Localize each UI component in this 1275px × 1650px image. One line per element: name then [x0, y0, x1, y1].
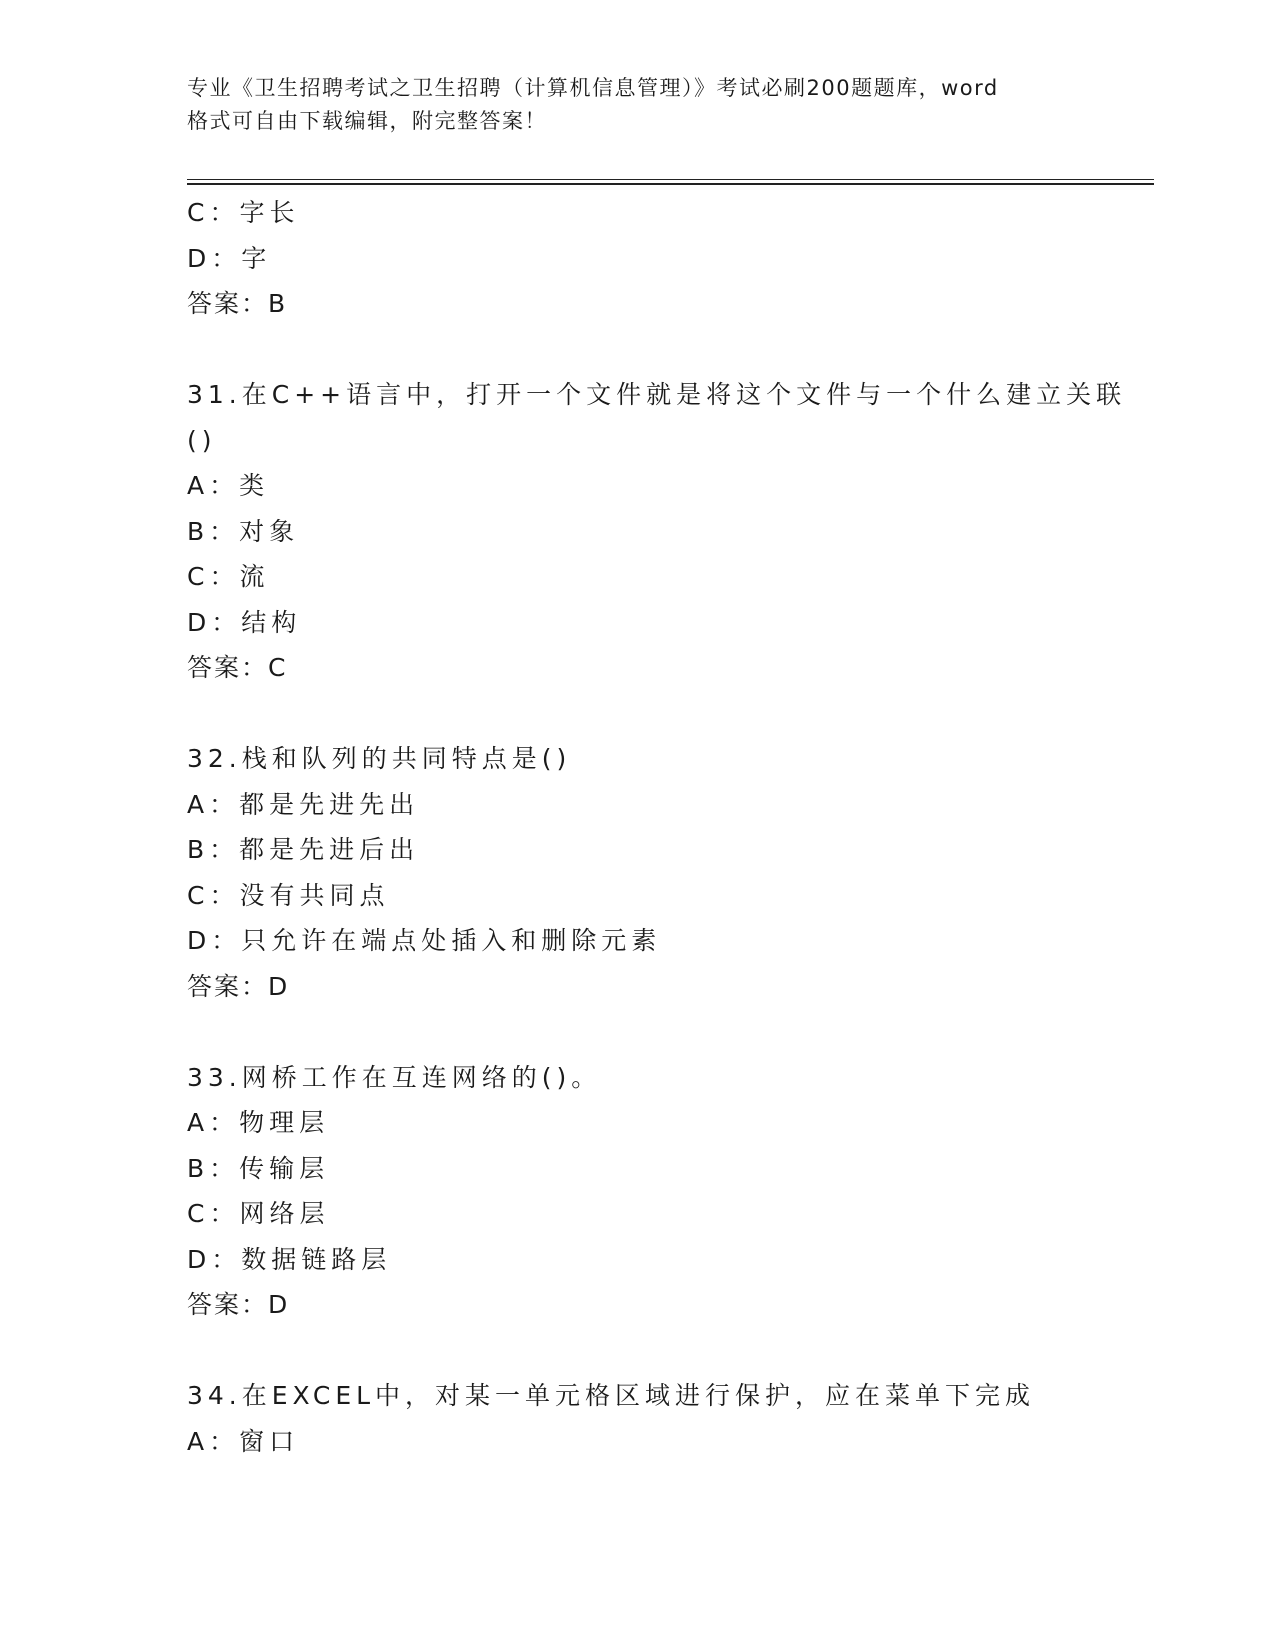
- header-line-1: 专业《卫生招聘考试之卫生招聘（计算机信息管理）》考试必刷200题题库，word: [187, 76, 999, 100]
- option-a: A：物理层: [187, 1108, 330, 1137]
- option-c: C：网络层: [187, 1199, 330, 1228]
- page-header: [187, 72, 1087, 138]
- answer: 答案：C: [187, 653, 288, 682]
- answer: 答案：D: [187, 971, 290, 1001]
- answer: 答案：B: [187, 289, 288, 318]
- option-a: A：都是先进先出: [187, 789, 420, 819]
- option-a: A：类: [187, 471, 270, 500]
- question-text: 31.在C++语言中，打开一个文件就是将这个文件与一个什么建立关联: [187, 380, 1127, 409]
- question-34: [187, 1373, 1107, 1464]
- question-text: 34.在EXCEL中，对某一单元格区域进行保护，应在菜单下完成: [187, 1381, 1036, 1410]
- option-a: A：窗口: [187, 1426, 300, 1456]
- option-b: B：传输层: [187, 1153, 330, 1183]
- option-b: B：对象: [187, 516, 300, 546]
- header-rule-thin: [187, 179, 1154, 180]
- header-line-2: 格式可自由下载编辑，附完整答案！: [187, 109, 547, 133]
- option-c: C：字长: [187, 198, 300, 227]
- option-d: D：结构: [187, 607, 302, 637]
- option-d: D：只允许在端点处插入和删除元素: [187, 926, 662, 955]
- option-d: D：字: [187, 243, 272, 273]
- question-31: [187, 372, 1127, 691]
- answer: 答案：D: [187, 1290, 290, 1319]
- question-list: [187, 190, 1127, 1464]
- question-text: 32.栈和队列的共同特点是(): [187, 744, 572, 773]
- question-text: 33.网桥工作在互连网络的()。: [187, 1062, 602, 1092]
- question-33: [187, 1055, 1107, 1328]
- option-b: B：都是先进后出: [187, 835, 420, 864]
- option-c: C：没有共同点: [187, 880, 390, 910]
- question-32: [187, 736, 1107, 1009]
- option-c: C：流: [187, 562, 270, 591]
- header-rule-thick: [187, 183, 1154, 185]
- question-text-cont: (): [187, 425, 217, 455]
- option-d: D：数据链路层: [187, 1244, 392, 1274]
